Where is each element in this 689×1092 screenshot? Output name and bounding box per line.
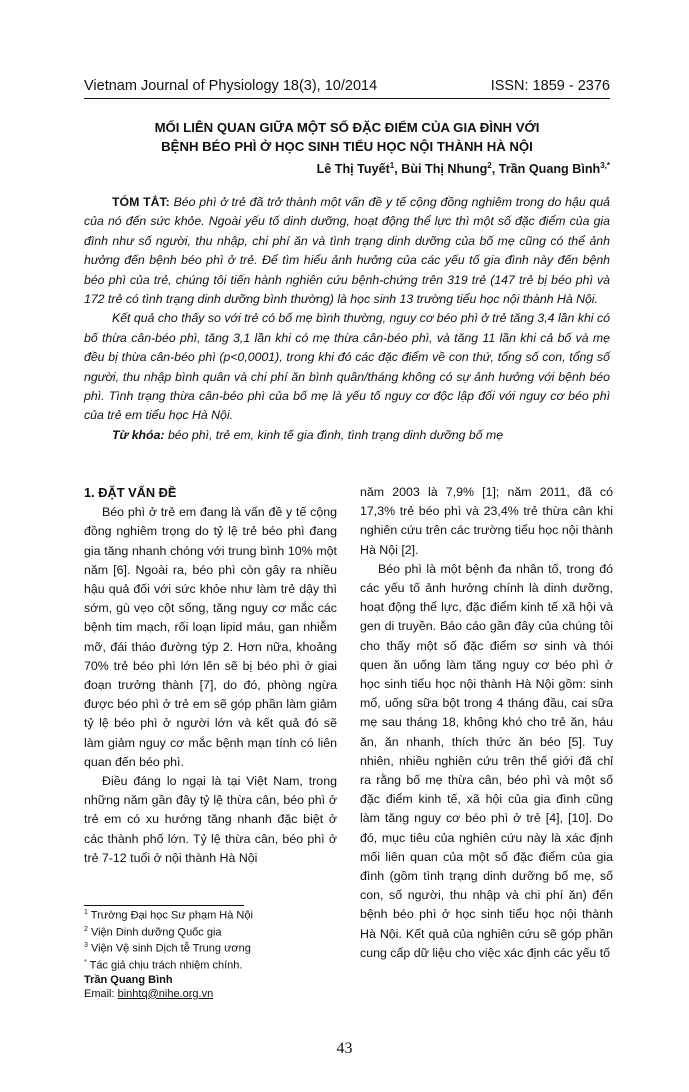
body-paragraph: Béo phì ở trẻ em đang là vấn đề y tế cộng đồng nghiêm trọng do tỷ lệ trẻ béo phì đang gia tăng nhanh chóng với trung bình 10% một năm [6]. Ngoài ra, béo phì còn gây ra nhiều hậu quả đối với sức khỏe như làm trẻ dậy thì sớm, gù vẹo cột sống, tăng nguy cơ mắc các bệnh tim mạch, rối loạn lipid máu, gan nhiễm mỡ, đái tháo đường týp 2. Hơn nữa, khoảng 70% trẻ béo phì lớn lên sẽ bị béo phì ở giai đoạn trưởng thành [7], do đó, phòng ngừa được béo phì ở trẻ em sẽ góp phần làm giảm tỷ lệ béo phì ở người lớn và kết quả đó sẽ làm giảm nguy cơ mắc bệnh mạn tính có liên quan đến béo phì.	[84, 505, 337, 769]
footnote-3	[84, 939, 337, 956]
section-heading: 1. ĐẶT VẤN ĐỀ	[84, 485, 177, 500]
abstract	[84, 193, 610, 445]
author-3: Trần Quang Bình	[498, 162, 601, 177]
author-2: Bùi Thị Nhung	[401, 162, 488, 177]
author-list	[84, 161, 610, 176]
corresponding-email	[84, 987, 337, 1001]
abstract-paragraph-1	[84, 193, 610, 309]
footnote-mark: 1	[84, 909, 88, 916]
footnote-4	[84, 956, 337, 973]
abstract-paragraph-2: Kết quả cho thấy so với trẻ có bố mẹ bình thường, nguy cơ béo phì ở trẻ tăng 3,4 lần khi có bố thừa cân-béo phì, tăng 3,1 lần khi có mẹ thừa cân-béo phì, và tăng 11 lần khi cả bố và mẹ đều bị thừa cân-béo phì (p<0,0001), trong khi đó các đặc điểm về con thứ, tổng số con, tổng số người, thu nhập bình quân và chi phí ăn bình quân/tháng không có sự ảnh hưởng với bệnh béo phì. Tình trạng thừa cân-béo phì của bố mẹ là yếu tố nguy cơ độc lập đối với nguy cơ béo phì của trẻ em tiểu học Hà Nội.	[84, 311, 610, 423]
abstract-text-1: Béo phì ở trẻ đã trở thành một vấn đề y tế cộng đồng nghiêm trong do hậu quả của nó đến sức khỏe. Ngoài yếu tố dinh dưỡng, hoạt động thể lực thì một số đặc điểm của gia đình như số người, thu nhập, chi phí ăn và tình trạng dinh dưỡng của bố mẹ cũng có thể ảnh hưởng đến bệnh béo phì ở trẻ. Để tìm hiểu ảnh hưởng của các yếu tố gia đình này đến bệnh béo phì của trẻ, chúng tôi tiến hành nghiên cứu bệnh-chứng trên 319 trẻ (147 trẻ bị béo phì và 172 trẻ có tình trạng dinh dưỡng bình thường) là học sinh 13 trường tiểu học nội thành Hà Nội.	[84, 195, 610, 307]
body-column-right	[360, 483, 613, 963]
footnote-text: Tác giả chịu trách nhiệm chính.	[89, 959, 243, 972]
author-3-affiliation: 3,*	[600, 161, 610, 170]
article-title	[84, 118, 610, 156]
page-number: 43	[336, 1040, 353, 1057]
footnote-mark: *	[84, 958, 87, 966]
footnote-mark: 2	[84, 925, 88, 933]
author-separator: ,	[491, 162, 499, 177]
author-1-affiliation: 1	[389, 161, 395, 170]
abstract-label: TÓM TẮT:	[112, 195, 170, 209]
body-paragraph: Điều đáng lo ngại là tại Việt Nam, trong những năm gần đây tỷ lệ thừa cân, béo phì ở trẻ em có xu hướng tăng nhanh đặc biệt ở các thành phố lớn. Tỷ lệ thừa cân, béo phì ở trẻ 7-12 tuổi ở nội thành Hà Nội	[84, 774, 337, 865]
footnote-1	[84, 906, 337, 923]
keywords	[84, 426, 610, 445]
footnote-text: Viện Vệ sinh Dịch tễ Trung ương	[90, 942, 251, 955]
title-line-1: MỐI LIÊN QUAN GIỮA MỘT SỐ ĐẶC ĐIỂM CỦA GIA ĐÌNH VỚI	[154, 120, 540, 135]
corresponding-author: Trần Quang Bình	[84, 973, 173, 986]
email-label: Email:	[84, 987, 118, 1000]
title-line-2: BỆNH BÉO PHÌ Ở HỌC SINH TIỂU HỌC NỘI THÀNH HÀ NỘI	[161, 139, 533, 154]
body-paragraph: năm 2003 là 7,9% [1]; năm 2011, đã có 17,3% trẻ béo phì và 23,4% trẻ thừa cân khi nghiên cứu trên các trường tiểu học nội thành Hà Nội [2].	[360, 485, 613, 557]
footnote-text: Viện Dinh dưỡng Quốc gia	[90, 926, 222, 939]
author-1: Lê Thị Tuyết	[316, 162, 390, 177]
keywords-text: béo phì, trẻ em, kinh tế gia đình, tình trạng dinh dưỡng bố mẹ	[167, 427, 504, 442]
keywords-label: Từ khóa:	[112, 427, 165, 442]
author-separator: ,	[394, 162, 402, 177]
author-2-affiliation: 2	[487, 161, 492, 170]
body-column-left	[84, 483, 337, 868]
running-header	[84, 78, 610, 94]
body-paragraph: Béo phì là một bệnh đa nhân tố, trong đó các yếu tố ảnh hưởng chính là dinh dưỡng, hoạt động thể lực, đặc điểm kinh tế xã hội và gen di truyền. Báo cáo gần đây của chúng tôi cho thấy một số đặc điểm sơ sinh và thói quen ăn uống làm tăng nguy cơ béo phì ở học sinh tiểu học nội thành Hà Nội gồm: sinh mổ, uống sữa bột trong 4 tháng đầu, cai sữa mẹ sau tháng 18, không khó cho trẻ ăn, háu ăn, ăn nhanh, thích thức ăn béo [5]. Tuy nhiên, nhiều nghiên cứu trên thế giới đã chỉ ra rằng bố mẹ thừa cân, béo phì và một số đặc điểm kinh tế, xã hội của gia đình cũng làm tăng nguy cơ béo phì ở trẻ [4], [10]. Do đó, mục tiêu của nghiên cứu này là xác định mối liên quan của một số đặc điểm của gia đình (gồm tình trạng dinh dưỡng bố mẹ, số con, số người, thu nhập và chi phí ăn) đến bệnh béo phì ở học sinh tiểu học nội thành Hà Nội. Kết quả của nghiên cứu sẽ góp phần cung cấp dữ liệu cho việc xác định các yếu tố	[360, 561, 613, 960]
issn: ISSN: 1859 - 2376	[490, 78, 610, 94]
footnote-mark: 3	[84, 942, 88, 950]
email-link[interactable]: binhtq@nihe.org.vn	[117, 987, 214, 1000]
header-rule	[84, 98, 610, 99]
footnote-2	[84, 923, 337, 940]
footnote-text: Trường Đại học Sư phạm Hà Nội	[90, 909, 253, 922]
footnotes	[84, 905, 337, 1001]
journal-name: Vietnam Journal of Physiology 18(3), 10/2014	[84, 78, 378, 94]
